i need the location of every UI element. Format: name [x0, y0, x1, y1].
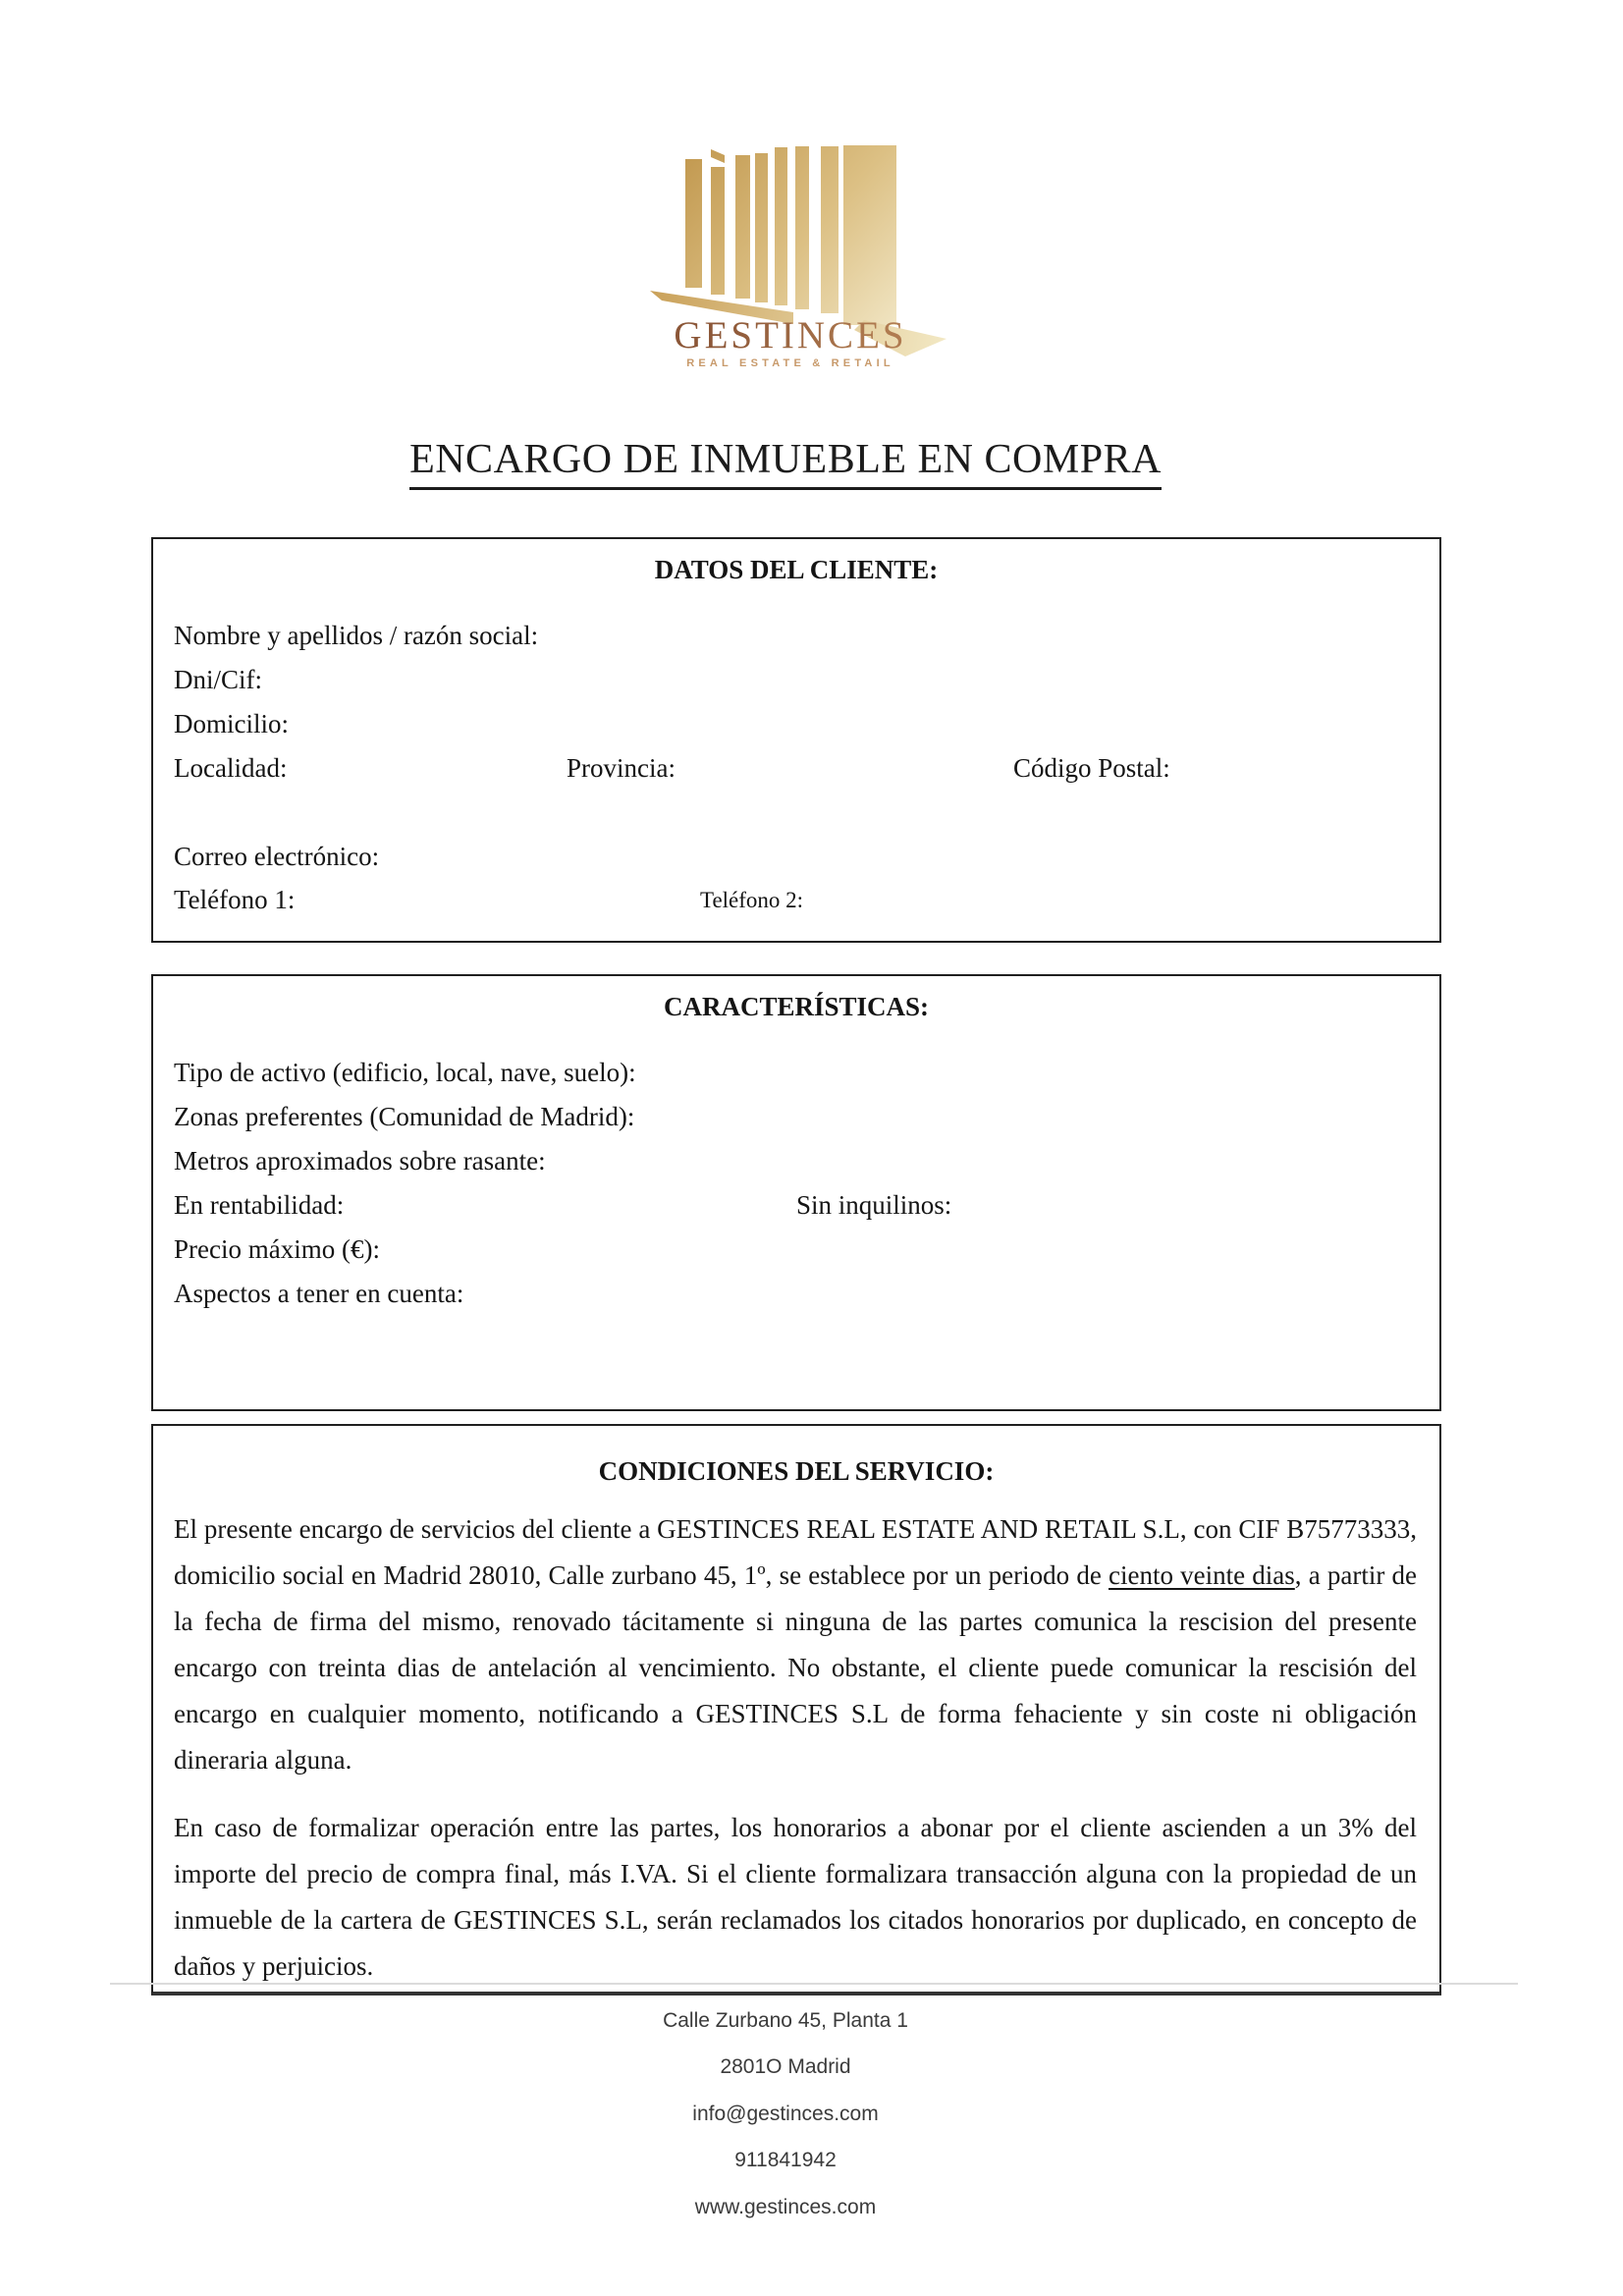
client-phone1-label: Teléfono 1: — [174, 885, 296, 914]
footer-email: info@gestinces.com — [692, 2103, 879, 2125]
features-meters-label: Metros aproximados sobre rasante: — [174, 1146, 546, 1175]
footer-phone: 911841942 — [734, 2149, 837, 2171]
conditions-p1-before: El presente encargo de servicios del cliente a GESTINCES REAL ESTATE AND RETAIL S.L, con CIF B75773333, domicilio social en Madrid 28010, Calle zurbano 45, 1º, se establece por un periodo de — [174, 1514, 1417, 1590]
features-box — [151, 974, 1441, 1411]
footer-city: 2801O Madrid — [720, 2055, 851, 2078]
features-box-header: CARACTERÍSTICAS: — [663, 992, 930, 1021]
client-province-label: Provincia: — [567, 753, 676, 783]
conditions-box-header: CONDICIONES DEL SERVICIO: — [598, 1456, 995, 1486]
features-no-tenants-label: Sin inquilinos: — [796, 1190, 952, 1220]
features-aspects-label: Aspectos a tener en cuenta: — [174, 1279, 464, 1308]
conditions-p1-underlined-phrase: ciento veinte dias — [1109, 1560, 1295, 1590]
conditions-paragraph-2: En caso de formalizar operación entre las partes, los honorarios a abonar por el cliente ascienden a un 3% del importe del precio de compra final, más I.VA. Si el cliente formalizara transacción alguna con la propiedad de un inmueble de la cartera de GESTINCES S.L, serán reclamados los citados honorarios por duplicado, en concepto de daños y perjuicios. — [174, 1813, 1417, 1981]
client-phone2-label: Teléfono 2: — [700, 888, 804, 912]
client-address-label: Domicilio: — [174, 709, 289, 738]
features-profitability-label: En rentabilidad: — [174, 1190, 345, 1220]
client-id-label: Dni/Cif: — [174, 665, 263, 694]
footer-divider — [110, 1983, 1518, 1985]
footer-website: www.gestinces.com — [694, 2196, 877, 2218]
features-zones-label: Zonas preferentes (Comunidad de Madrid): — [174, 1102, 635, 1131]
logo-brand-text: GESTINCES — [674, 314, 907, 356]
conditions-box — [151, 1424, 1441, 1995]
client-name-label: Nombre y apellidos / razón social: — [174, 621, 539, 650]
client-postal-label: Código Postal: — [1013, 753, 1170, 783]
document-title-text: ENCARGO DE INMUEBLE EN COMPRA — [409, 437, 1162, 490]
building-bars-icon — [685, 145, 896, 325]
client-email-label: Correo electrónico: — [174, 842, 380, 871]
client-city-label: Localidad: — [174, 753, 288, 783]
document-title — [0, 436, 1571, 483]
footer-address: Calle Zurbano 45, Planta 1 — [663, 2009, 908, 2032]
features-asset-type-label: Tipo de activo (edificio, local, nave, suelo): — [174, 1058, 636, 1087]
client-data-box — [151, 537, 1441, 943]
company-logo — [601, 128, 1013, 379]
building-logo-icon — [601, 128, 1013, 379]
client-box-header: DATOS DEL CLIENTE: — [654, 555, 939, 584]
logo-tagline-text: REAL ESTATE & RETAIL — [686, 357, 894, 369]
conditions-paragraph-1 — [174, 1506, 1417, 1783]
conditions-p1-after: , a partir de la fecha de firma del mismo, renovado tácitamente si ninguna de las partes comunica la rescision del presente encargo con treinta dias de antelación al vencimiento. No obstante, el cliente puede comunicar la rescisión del encargo en cualquier momento, notificando a GESTINCES S.L de forma fehaciente y sin coste ni obligación dineraria alguna. — [174, 1560, 1418, 1775]
features-max-price-label: Precio máximo (€): — [174, 1234, 380, 1264]
